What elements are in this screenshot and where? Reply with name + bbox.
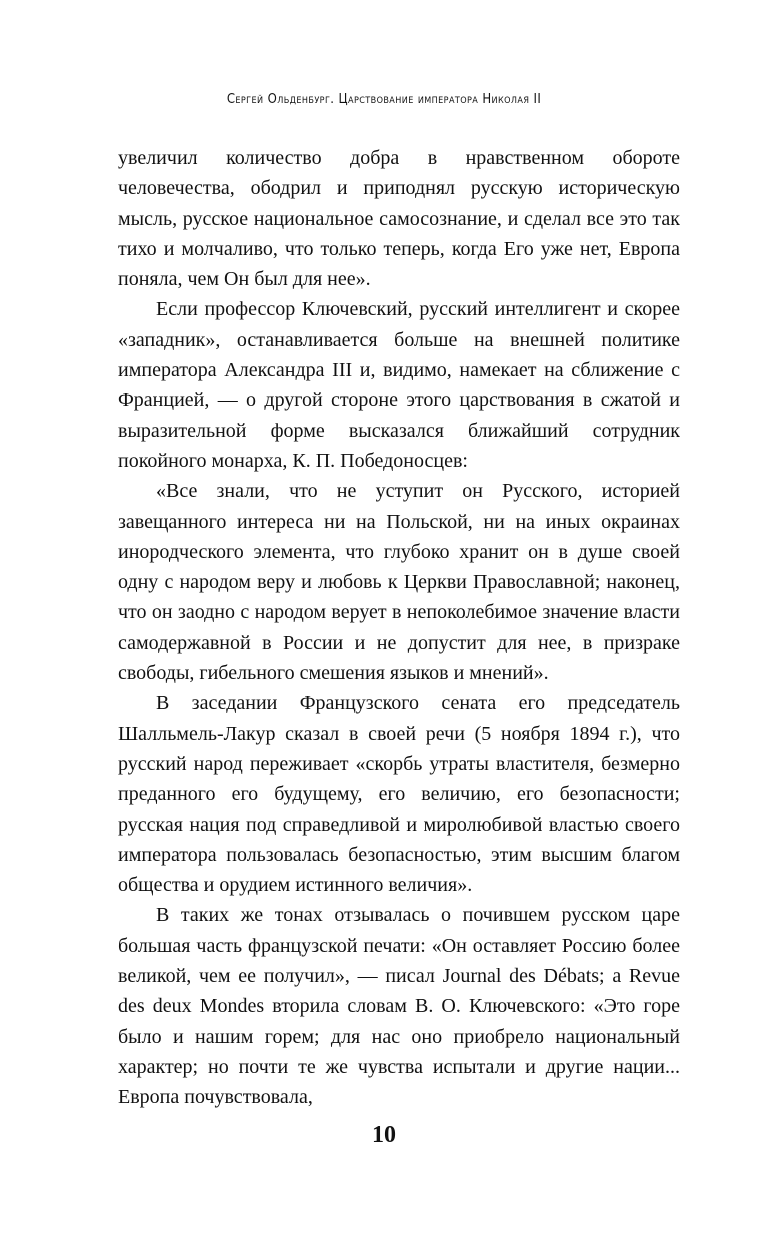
paragraph-2: Если профессор Ключевский, русский интеллигент и скорее «западник», останавливается больше на внешней политике императора Александра III и, видимо, намекает на сближение с Францией, — о другой стороне этого царствования в сжатой и выразительной форме высказался ближайший сотрудник покойного монарха, К. П. Победоносцев: xyxy=(118,298,680,472)
page-number: 10 xyxy=(372,1122,396,1148)
paragraph-4: В заседании Французского сената его председатель Шалльмель-Лакур сказал в своей речи (5 ноября 1894 г.), что русский народ переживает «скорбь утраты властителя, безмерно преданного его будущему, его величию, его безопасности; русская нация под справедливой и миролюбивой властью своего императора пользовалась безопасностью, этим высшим благом общества и орудием истинного величия». xyxy=(118,692,680,897)
paragraph-1: увеличил количество добра в нравственном обороте человечества, ободрил и приподнял русскую историческую мысль, русское национальное самосознание, и сделал все это так тихо и молчаливо, что только теперь, когда Его уже нет, Европа поняла, чем Он был для нее». xyxy=(118,147,680,291)
paragraph-5: В таких же тонах отзывалась о почившем русском царе большая часть французской печати: «Он оставляет Россию более великой, чем ее получил», — писал Journal des Débats; а Revue des deux Mondes вторила словам В. О. Ключевского: «Это горе было и нашим горем; для нас оно приобрело национальный характер; но почти те же чувства испытали и другие нации... Европа почувствовала, xyxy=(118,904,680,1109)
paragraph-3: «Все знали, что не уступит он Русского, историей завещанного интереса ни на Польской, ни на иных окраинах инородческого элемента, что глубоко хранит он в душе своей одну с народом веру и любовь к Церкви Православной; наконец, что он заодно с народом верует в непоколебимое значение власти самодержавной в России и не допустит для нее, в призраке свободы, гибельного смешения языков и мнений». xyxy=(118,480,680,685)
body-text xyxy=(118,143,680,1113)
running-head: Сергей Ольденбург. Царствование императора Николая II xyxy=(226,92,542,107)
